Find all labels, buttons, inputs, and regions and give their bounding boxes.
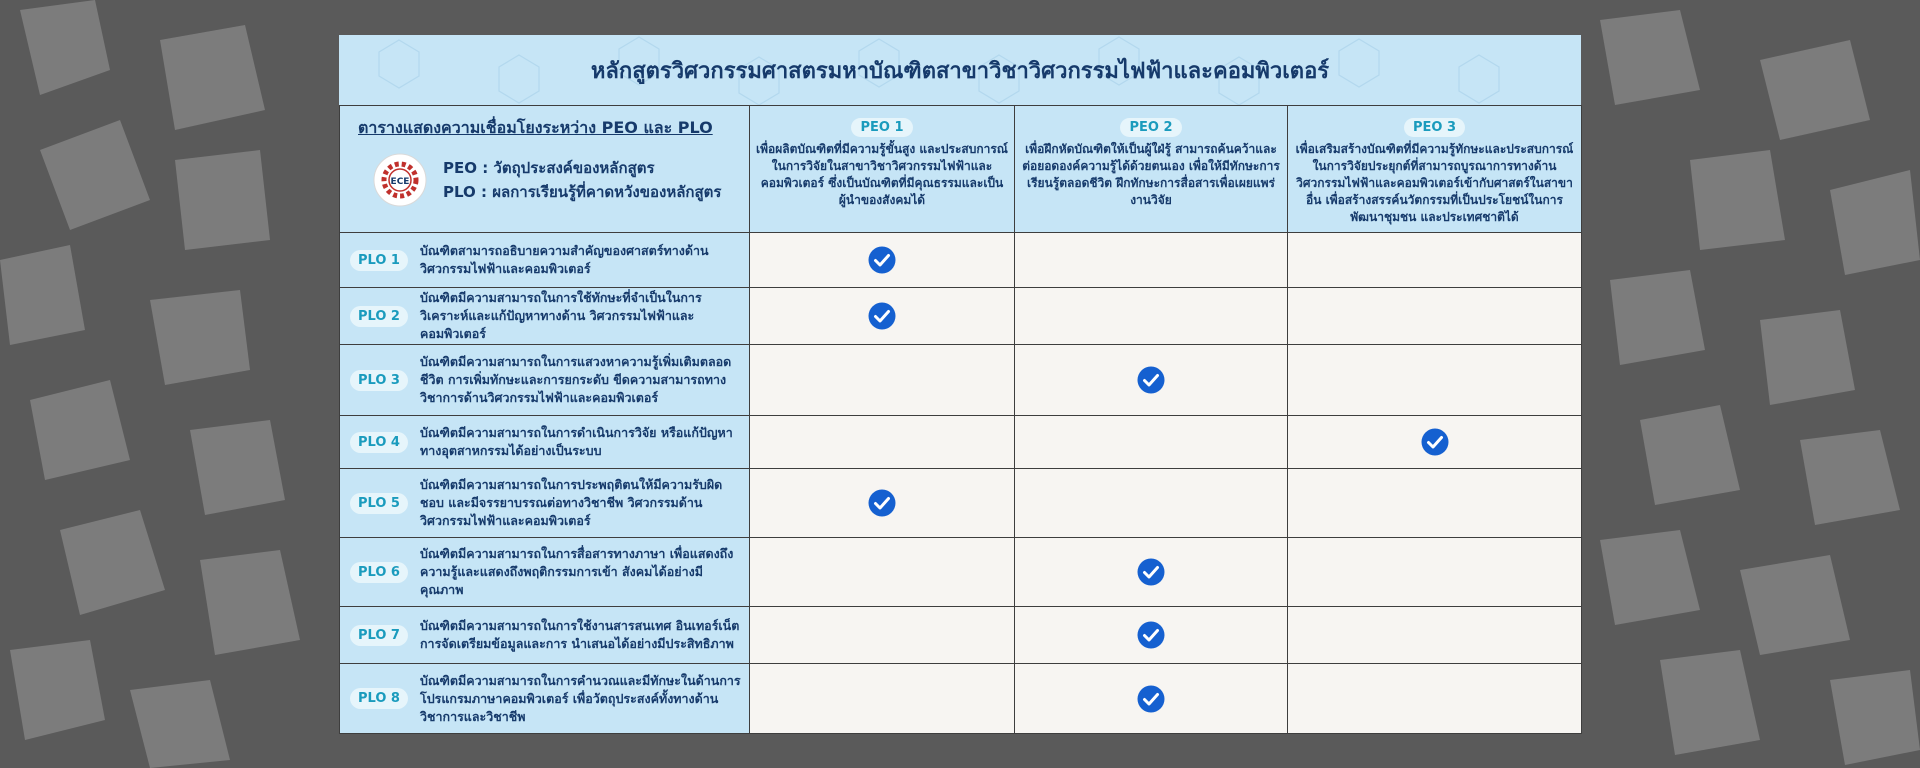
- table-row: [340, 538, 1582, 607]
- plo-code: PLO 7: [350, 625, 408, 646]
- plo-code: PLO 8: [350, 688, 408, 709]
- mark-cell: [1288, 607, 1582, 664]
- peo-code: PEO 3: [1404, 118, 1465, 137]
- check-icon: [1421, 428, 1449, 456]
- peo-code: PEO 2: [1120, 118, 1181, 137]
- mark-cell: [1015, 288, 1288, 345]
- plo-cell: [340, 469, 750, 538]
- check-icon: [1137, 366, 1165, 394]
- plo-desc: บัณฑิตมีความสามารถในการแสวงหาความรู้เพิ่มเติมตลอดชีวิต การเพิ่มทักษะและการยกระดับ ขีดความสามารถทางวิชาการด้านวิศวกรรมไฟฟ้าและคอมพิวเตอร์: [419, 354, 732, 405]
- plo-code: PLO 6: [350, 562, 408, 583]
- mark-cell: [750, 538, 1015, 607]
- plo-code: PLO 5: [350, 493, 408, 514]
- plo-cell: [340, 288, 750, 345]
- mark-cell: [750, 233, 1015, 288]
- plo-desc: บัณฑิตมีความสามารถในการใช้ทักษะที่จำเป็นในการวิเคราะห์และแก้ปัญหาทางด้าน วิศวกรรมไฟฟ้าและคอมพิวเตอร์: [419, 290, 702, 341]
- mark-cell: [750, 288, 1015, 345]
- table-row: [340, 233, 1582, 288]
- mark-cell: [1015, 416, 1288, 469]
- plo-cell: [340, 664, 750, 734]
- plo-desc: บัณฑิตมีความสามารถในการสื่อสารทางภาษา เพื่อแสดงถึงความรู้และแสดงถึงพฤติกรรมการเข้า สังคมได้อย่างมีคุณภาพ: [419, 546, 734, 597]
- plo-cell: [340, 538, 750, 607]
- check-icon: [868, 302, 896, 330]
- legend-plo: PLO : ผลการเรียนรู้ที่คาดหวังของหลักสูตร: [443, 183, 722, 201]
- mark-cell: [750, 664, 1015, 734]
- peo-1-header: [750, 106, 1015, 233]
- mark-cell: [1015, 664, 1288, 734]
- plo-desc: บัณฑิตมีความสามารถในการดำเนินการวิจัย หรือแก้ปัญหาทางอุตสาหกรรมได้อย่างเป็นระบบ: [419, 425, 733, 458]
- mark-cell: [1288, 538, 1582, 607]
- peo-3-header: [1288, 106, 1582, 233]
- check-icon: [1137, 621, 1165, 649]
- legend: [358, 153, 739, 207]
- plo-peo-matrix: [339, 105, 1582, 734]
- plo-code: PLO 4: [350, 432, 408, 453]
- mark-cell: [1288, 345, 1582, 416]
- plo-code: PLO 3: [350, 370, 408, 391]
- plo-cell: [340, 416, 750, 469]
- page-title: หลักสูตรวิศวกรรมศาสตรมหาบัณฑิตสาขาวิชาวิศวกรรมไฟฟ้าและคอมพิวเตอร์: [590, 58, 1330, 84]
- mark-cell: [750, 607, 1015, 664]
- mark-cell: [1015, 469, 1288, 538]
- table-row: [340, 416, 1582, 469]
- mark-cell: [1015, 345, 1288, 416]
- logo-text: ECE: [390, 177, 410, 187]
- table-row: [340, 288, 1582, 345]
- mark-cell: [1015, 538, 1288, 607]
- title-bar: [339, 35, 1581, 106]
- peo-2-header: [1015, 106, 1288, 233]
- plo-cell: [340, 607, 750, 664]
- mark-cell: [1288, 233, 1582, 288]
- ece-logo: [373, 153, 427, 207]
- mark-cell: [750, 469, 1015, 538]
- mark-cell: [1015, 233, 1288, 288]
- peo-desc: เพื่อผลิตบัณฑิตที่มีความรู้ขั้นสูง และประสบการณ์ในการวิจัยในสาขาวิชาวิศวกรรมไฟฟ้าและคอมพิวเตอร์ ซึ่งเป็นบัณฑิตที่มีคุณธรรมและเป็นผู้นำของสังคมได้: [756, 142, 1008, 207]
- plo-code: PLO 2: [350, 306, 408, 327]
- mark-cell: [1015, 607, 1288, 664]
- check-icon: [868, 489, 896, 517]
- plo-code: PLO 1: [350, 250, 408, 271]
- plo-cell: [340, 233, 750, 288]
- plo-desc: บัณฑิตมีความสามารถในการใช้งานสารสนเทศ อินเทอร์เน็ตการจัดเตรียมข้อมูลและการ นำเสนอได้อย่างมีประสิทธิภาพ: [419, 618, 740, 651]
- check-icon: [868, 246, 896, 274]
- mark-cell: [750, 345, 1015, 416]
- peo-desc: เพื่อฝึกหัดบัณฑิตให้เป็นผู้ใฝ่รู้ สามารถค้นคว้าและต่อยอดองค์ความรู้ได้ด้วยตนเอง เพื่อให้มีทักษะการเรียนรู้ตลอดชีวิต ฝึกทักษะการสื่อสารเพื่อเผยแพร่งานวิจัย: [1022, 142, 1280, 207]
- peo-desc: เพื่อเสริมสร้างบัณฑิตที่มีความรู้ทักษะและประสบการณ์ในการวิจัยประยุกต์ที่สามารถบูรณาการทางด้านวิศวกรรมไฟฟ้าและคอมพิวเตอร์เข้ากับศาสตร์ในสาขาอื่น เพื่อสร้างสรรค์นวัตกรรมที่เป็นประโยชน์ในการพัฒนาชุมชน และประเทศชาติได้: [1295, 142, 1574, 224]
- table-caption: ตารางแสดงความเชื่อมโยงระหว่าง PEO และ PLO: [358, 118, 713, 137]
- table-row: [340, 607, 1582, 664]
- mark-cell: [1288, 664, 1582, 734]
- mark-cell: [1288, 469, 1582, 538]
- plo-peo-card: [339, 35, 1581, 733]
- plo-desc: บัณฑิตสามารถอธิบายความสำคัญของศาสตร์ทางด้านวิศวกรรมไฟฟ้าและคอมพิวเตอร์: [419, 243, 709, 276]
- table-row: [340, 345, 1582, 416]
- mark-cell: [1288, 416, 1582, 469]
- mark-cell: [1288, 288, 1582, 345]
- plo-desc: บัณฑิตมีความสามารถในการคำนวณและมีทักษะในด้านการโปรแกรมภาษาคอมพิวเตอร์ เพื่อวัตถุประสงค์ทั้งทางด้านวิชาการและวิชาชีพ: [419, 672, 741, 724]
- check-icon: [1137, 685, 1165, 713]
- plo-desc: บัณฑิตมีความสามารถในการประพฤติตนให้มีความรับผิดชอบ และมีจรรยาบรรณต่อทางวิชาชีพ วิศวกรรมด้านวิศวกรรมไฟฟ้าและคอมพิวเตอร์: [419, 477, 723, 528]
- peo-code: PEO 1: [851, 118, 912, 137]
- plo-cell: [340, 345, 750, 416]
- caption-cell: [340, 106, 750, 233]
- table-row: [340, 664, 1582, 734]
- header-row: [340, 106, 1582, 233]
- table-row: [340, 469, 1582, 538]
- legend-peo: PEO : วัตถุประสงค์ของหลักสูตร: [443, 159, 655, 177]
- mark-cell: [750, 416, 1015, 469]
- check-icon: [1137, 558, 1165, 586]
